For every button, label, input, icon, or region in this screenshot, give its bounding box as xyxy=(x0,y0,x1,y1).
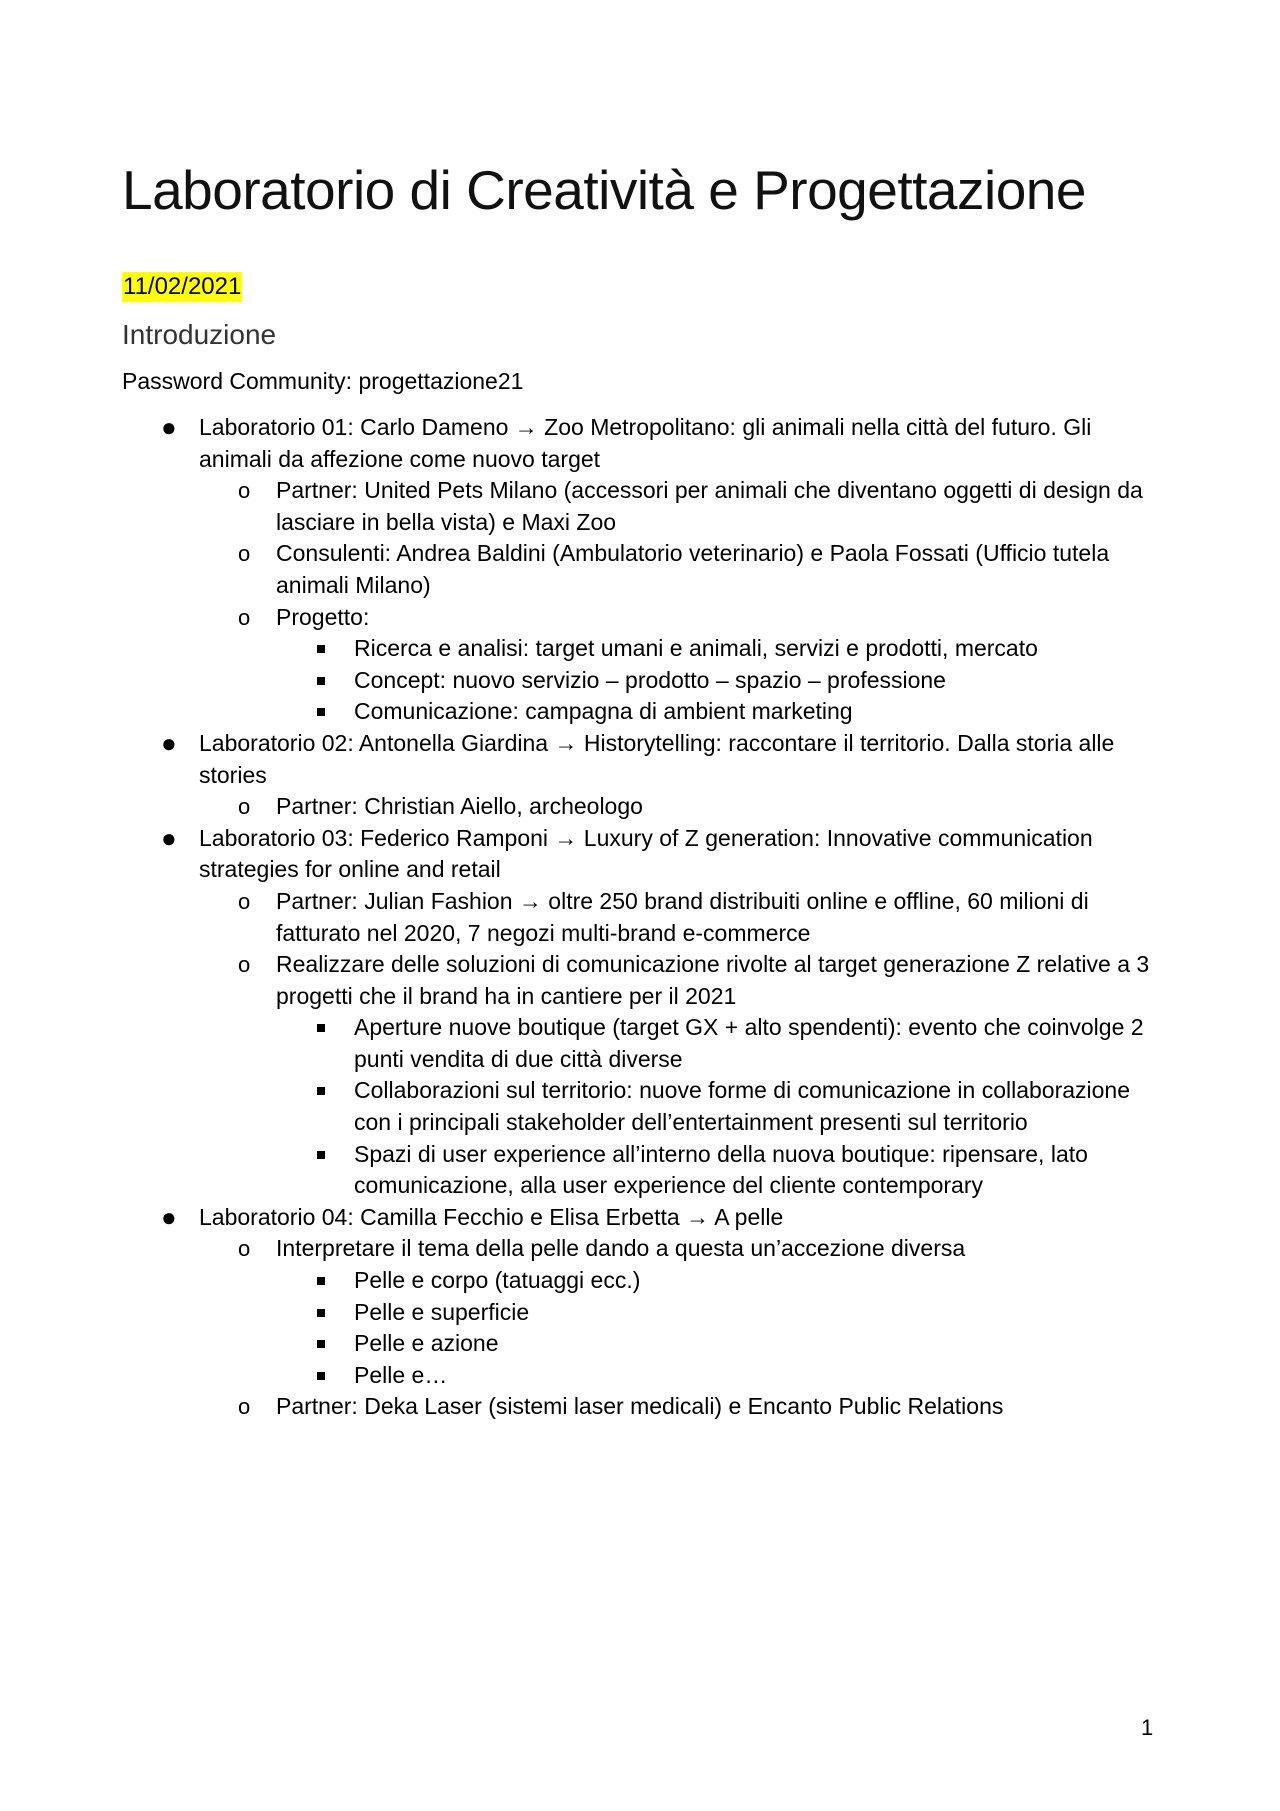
list-item xyxy=(0,791,1280,823)
bullet-square-icon xyxy=(317,677,325,685)
bullet-dot-icon: ● xyxy=(161,822,177,853)
list-item xyxy=(0,823,1280,886)
bullet-square-icon xyxy=(317,1309,325,1317)
list-item xyxy=(0,1391,1280,1423)
bullet-square-icon xyxy=(317,708,325,716)
list-item-text: Laboratorio 04: Camilla Fecchio e Elisa Erbetta → A pelle xyxy=(199,1203,784,1230)
list-item-text: Pelle e corpo (tatuaggi ecc.) xyxy=(354,1267,641,1294)
page-title: Laboratorio di Creatività e Progettazione xyxy=(122,159,1086,221)
bullet-square-icon xyxy=(317,645,325,653)
list-item-text: Spazi di user experience all’interno della nuova boutique: ripensare, lato comunicazione, alla user experience del cliente contemporary xyxy=(354,1140,1088,1199)
list-item xyxy=(0,1233,1280,1265)
list-item-text: Concept: nuovo servizio – prodotto – spazio – professione xyxy=(354,666,946,693)
list-item xyxy=(0,1265,1280,1297)
bullet-circle-icon: o xyxy=(238,888,251,914)
list-item xyxy=(0,1328,1280,1360)
list-item-text: Laboratorio 03: Federico Ramponi → Luxury of Z generation: Innovative communication strategies for online and retail xyxy=(199,824,1093,883)
bullet-circle-icon: o xyxy=(238,794,251,820)
list-item xyxy=(0,696,1280,728)
list-item xyxy=(0,886,1280,949)
list-item xyxy=(0,1202,1280,1234)
list-item-text: Partner: Deka Laser (sistemi laser medicali) e Encanto Public Relations xyxy=(276,1393,1004,1420)
bullet-square-icon xyxy=(317,1277,325,1285)
list-item xyxy=(0,412,1280,475)
list-item-text: Laboratorio 02: Antonella Giardina → Historytelling: raccontare il territorio. Dalla storia alle stories xyxy=(199,729,1115,788)
list-item-text: Interpretare il tema della pelle dando a questa un’accezione diversa xyxy=(276,1235,966,1262)
bullet-circle-icon: o xyxy=(238,952,251,978)
bullet-square-icon xyxy=(317,1151,325,1159)
list-item xyxy=(0,1297,1280,1329)
list-item-text: Aperture nuove boutique (target GX + alto spendenti): evento che coinvolge 2 punti vendita di due città diverse xyxy=(354,1014,1144,1072)
list-item xyxy=(0,602,1280,634)
list-item xyxy=(0,1075,1280,1138)
bullet-circle-icon: o xyxy=(238,1394,251,1420)
list-item xyxy=(0,475,1280,538)
list-item xyxy=(0,949,1280,1012)
bullet-circle-icon: o xyxy=(238,604,251,630)
list-item-text: Partner: Julian Fashion → oltre 250 brand distribuiti online e offline, 60 milioni di fatturato nel 2020, 7 negozi multi-brand e-commerce xyxy=(276,887,1089,946)
list-item-text: Laboratorio 01: Carlo Dameno → Zoo Metropolitano: gli animali nella città del futuro. Gli animali da affezione come nuovo target xyxy=(199,414,1092,472)
page-number: 1 xyxy=(1141,1715,1154,1740)
list-item-text: Collaborazioni sul territorio: nuove forme di comunicazione in collaborazione con i principali stakeholder dell’entertainment presenti sul territorio xyxy=(354,1077,1131,1136)
list-item-text: Partner: United Pets Milano (accessori per animali che diventano oggetti di design da lasciare in bella vista) e Maxi Zoo xyxy=(276,477,1143,535)
password-line: Password Community: progettazione21 xyxy=(122,368,524,394)
list-item-text: Progetto: xyxy=(276,603,370,630)
list-item xyxy=(0,1012,1280,1075)
list-item-text: Pelle e… xyxy=(354,1361,448,1388)
list-item xyxy=(0,538,1280,601)
list-item-text: Comunicazione: campagna di ambient marketing xyxy=(354,698,853,725)
list-item xyxy=(0,665,1280,697)
list-item xyxy=(0,633,1280,665)
list-item-text: Pelle e superficie xyxy=(354,1298,530,1325)
list-item xyxy=(0,1360,1280,1392)
list-item xyxy=(0,728,1280,791)
bullet-square-icon xyxy=(317,1087,325,1095)
list-item xyxy=(0,1139,1280,1202)
bullet-square-icon xyxy=(317,1340,325,1348)
bullet-list xyxy=(0,412,1280,1423)
bullet-dot-icon: ● xyxy=(161,727,177,758)
date-highlight: 11/02/2021 xyxy=(123,273,242,300)
list-item-text: Realizzare delle soluzioni di comunicazione rivolte al target generazione Z relative a 3 progetti che il brand ha in cantiere per il 2021 xyxy=(276,951,1150,1009)
list-item-text: Consulenti: Andrea Baldini (Ambulatorio veterinario) e Paola Fossati (Ufficio tutela animali Milano) xyxy=(276,540,1110,598)
bullet-dot-icon: ● xyxy=(161,412,177,442)
list-item-text: Pelle e azione xyxy=(354,1330,499,1357)
bullet-square-icon xyxy=(317,1372,325,1380)
bullet-circle-icon: o xyxy=(238,478,251,504)
bullet-circle-icon: o xyxy=(238,541,251,567)
bullet-square-icon xyxy=(317,1024,325,1032)
list-item-text: Partner: Christian Aiello, archeologo xyxy=(276,793,643,820)
bullet-dot-icon: ● xyxy=(161,1201,177,1232)
section-heading: Introduzione xyxy=(122,319,277,350)
bullet-circle-icon: o xyxy=(238,1236,251,1262)
list-item-text: Ricerca e analisi: target umani e animali, servizi e prodotti, mercato xyxy=(354,635,1038,662)
